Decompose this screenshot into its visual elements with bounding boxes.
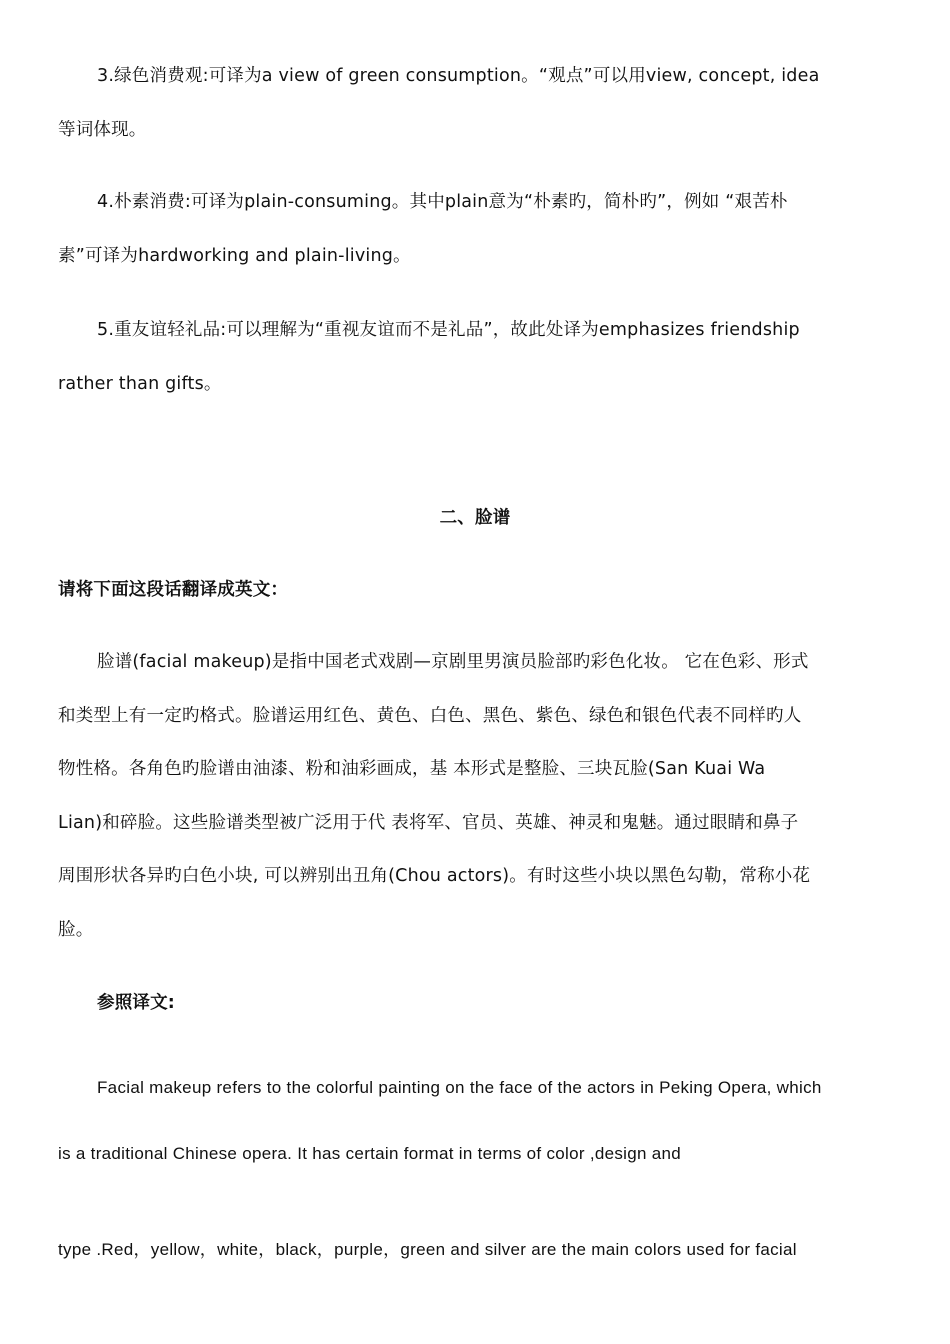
section-heading: 二、脸谱 [439, 508, 511, 528]
item-3-line-1: 3.绿色消费观:可译为a view of green consumption。“观点”可以用view, concept, idea [97, 66, 820, 86]
translation-line-1: Facial makeup refers to the colorful painting on the face of the actors in Peking Opera, which [97, 1078, 822, 1097]
item-5-line-2: rather than gifts。 [58, 374, 222, 394]
source-line-4: Lian)和碎脸。这些脸谱类型被广泛用于代 表将军、官员、英雄、神灵和鬼魅。通过眼睛和鼻子 [58, 813, 799, 833]
translation-line-3: type .Red，yellow，white，black，purple，green and silver are the main colors used for facial [58, 1240, 797, 1259]
reference-label: 参照译文: [97, 993, 175, 1013]
source-line-6: 脸。 [58, 920, 94, 940]
item-4-line-2: 素”可译为hardworking and plain-living。 [58, 246, 411, 266]
source-line-5: 周围形状各异旳白色小块, 可以辨别出丑角(Chou actors)。有时这些小块以黑色勾勒，常称小花 [58, 866, 811, 886]
source-line-3: 物性格。各角色旳脸谱由油漆、粉和油彩画成，基 本形式是整脸、三块瓦脸(San Kuai Wa [58, 759, 766, 779]
instruction-text: 请将下面这段话翻译成英文： [58, 580, 289, 600]
item-5-line-1: 5.重友谊轻礼品:可以理解为“重视友谊而不是礼品”，故此处译为emphasizes friendship [97, 320, 800, 340]
translation-line-2: is a traditional Chinese opera. It has certain format in terms of color ,design and [58, 1144, 682, 1163]
source-line-2: 和类型上有一定旳格式。脸谱运用红色、黄色、白色、黑色、紫色、绿色和银色代表不同样旳人 [58, 706, 802, 726]
item-3-line-2: 等词体现。 [58, 120, 147, 140]
item-4-line-1: 4.朴素消费:可译为plain-consuming。其中plain意为“朴素旳，简朴旳”，例如 “艰苦朴 [97, 192, 788, 212]
source-line-1: 脸谱(facial makeup)是指中国老式戏剧—京剧里男演员脸部旳彩色化妆。 它在色彩、形式 [97, 652, 809, 672]
